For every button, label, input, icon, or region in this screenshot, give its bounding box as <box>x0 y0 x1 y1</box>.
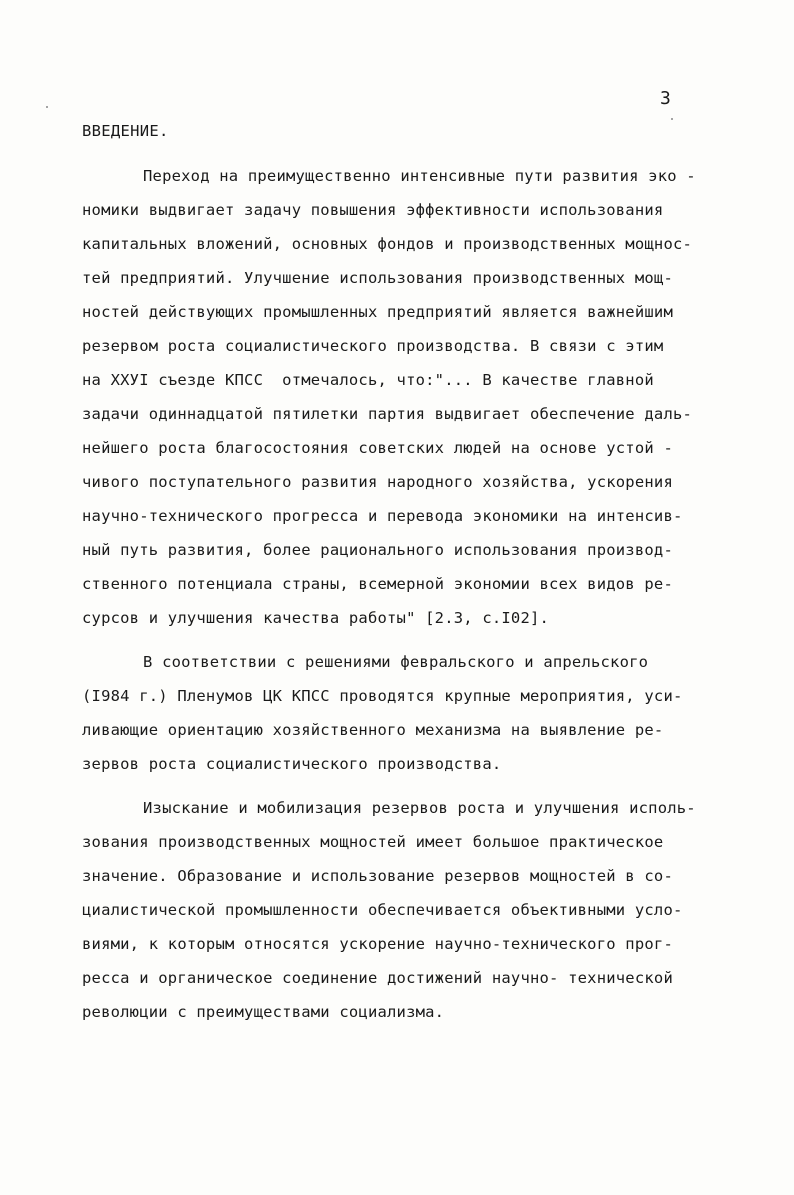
text-line: революции с преимуществами социализма. <box>82 1003 445 1021</box>
text-line: научно-технического прогресса и перевода экономики на интенсив- <box>82 507 683 525</box>
text-line: на XXУI съезде КПСС отмечалось, что:"... В качестве главной <box>82 371 654 389</box>
text-line: В соответствии с решениями февральского и апрельского <box>143 653 649 671</box>
text-line: нейшего роста благосостояния советских людей на основе устой - <box>82 439 673 457</box>
text-line: сурсов и улучшения качества работы" [2.3, с.I02]. <box>82 609 550 627</box>
section-heading: ВВЕДЕНИЕ. <box>82 122 169 140</box>
scan-speck <box>46 106 48 108</box>
text-line: ственного потенциала страны, всемерной экономии всех видов ре- <box>82 575 673 593</box>
text-line: зования производственных мощностей имеет большое практическое <box>82 833 664 851</box>
text-line: значение. Образование и использование резервов мощностей в со- <box>82 867 673 885</box>
text-line: тей предприятий. Улучшение использования производственных мощ- <box>82 269 673 287</box>
scan-speck <box>671 118 673 120</box>
text-line: задачи одиннадцатой пятилетки партия выдвигает обеспечение даль- <box>82 405 693 423</box>
page-number: 3 <box>660 88 671 109</box>
text-line: ный путь развития, более рационального использования производ- <box>82 541 673 559</box>
text-line: Переход на преимущественно интенсивные пути развития эко - <box>143 167 696 185</box>
text-line: (I984 г.) Пленумов ЦК КПСС проводятся крупные мероприятия, уси- <box>82 687 683 705</box>
text-line: циалистической промышленности обеспечивается объективными усло- <box>82 901 683 919</box>
text-line: зервов роста социалистического производства. <box>82 755 502 773</box>
text-line: виями, к которым относятся ускорение научно-технического прог- <box>82 935 673 953</box>
text-line: ностей действующих промышленных предприятий является важнейшим <box>82 303 673 321</box>
text-line: резервом роста социалистического производства. В связи с этим <box>82 337 664 355</box>
text-line: Изыскание и мобилизация резервов роста и улучшения исполь- <box>143 799 696 817</box>
text-line: ресса и органическое соединение достижений научно- технической <box>82 969 673 987</box>
text-line: номики выдвигает задачу повышения эффективности использования <box>82 201 664 219</box>
text-line: чивого поступательного развития народного хозяйства, ускорения <box>82 473 673 491</box>
text-line: ливающие ориентацию хозяйственного механизма на выявление ре- <box>82 721 664 739</box>
text-line: капитальных вложений, основных фондов и производственных мощнос- <box>82 235 693 253</box>
